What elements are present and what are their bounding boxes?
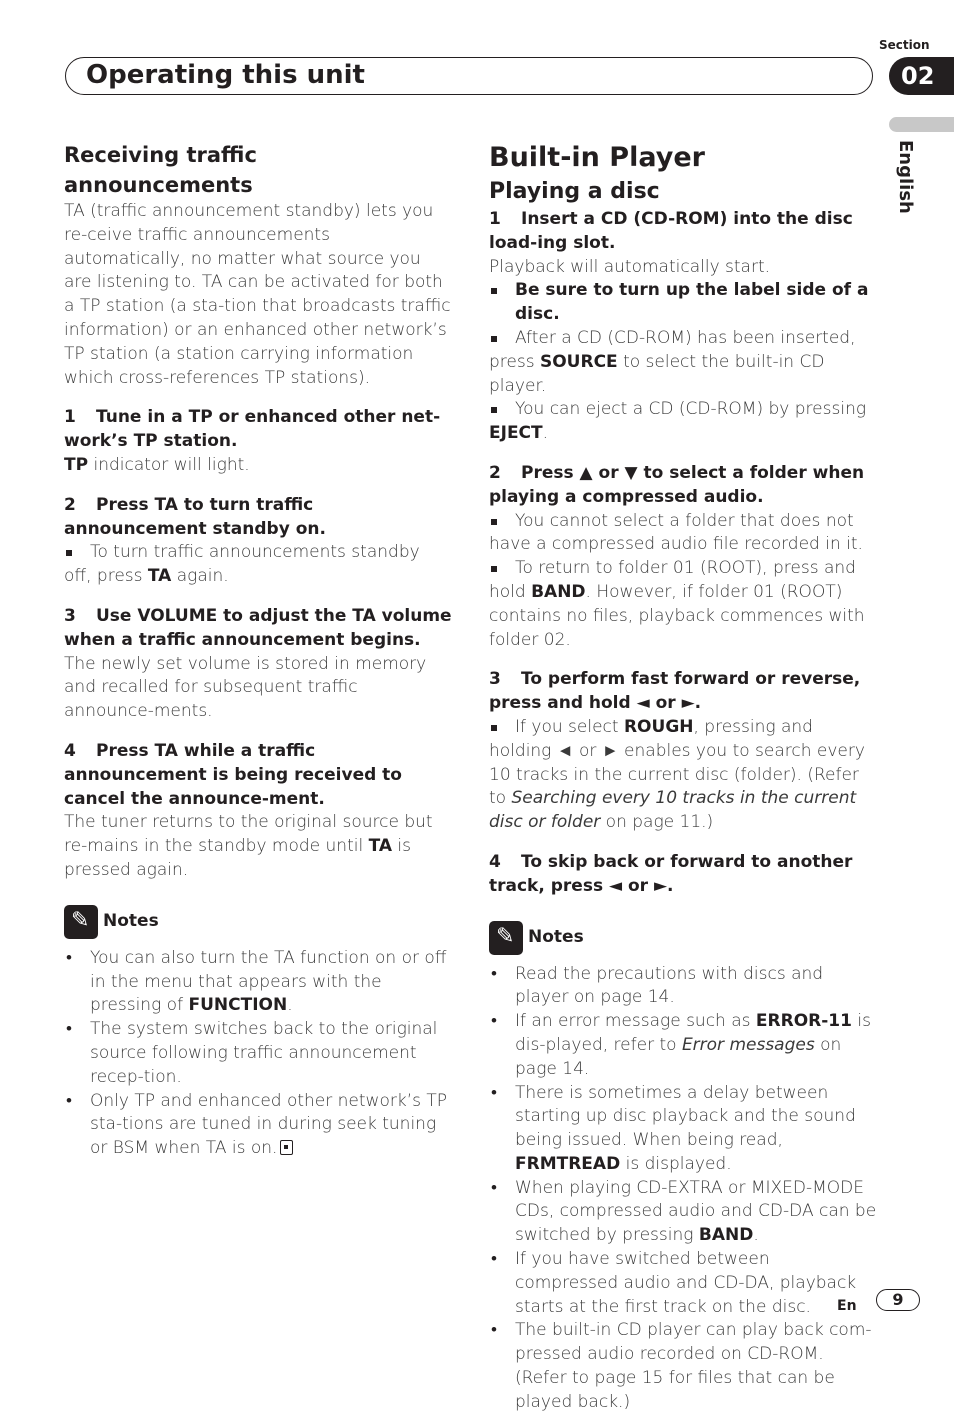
eject-label: EJECT [489, 423, 543, 444]
step-3-note [489, 716, 877, 835]
step-number: 3 [489, 669, 501, 690]
language-tab-label: English [895, 140, 916, 214]
note-text: If an error message such as [515, 1011, 756, 1032]
body-text: is pressed again. [64, 836, 412, 880]
step-1-body [64, 454, 452, 478]
notes-title: Notes [103, 910, 159, 931]
step-number: 2 [489, 462, 501, 483]
rough-label: ROUGH [623, 716, 694, 737]
frmtread-label: FRMTREAD [515, 1153, 621, 1174]
note-item [489, 1177, 877, 1248]
page-number: 9 [876, 1289, 920, 1311]
cross-reference: Error messages [681, 1034, 815, 1055]
note-text: Only TP and enhanced other network’s TP sta-tions are tuned in during seek tuning or BSM when TA is on. [90, 1090, 447, 1159]
cross-reference: Searching every 10 tracks in the current disc or folder [489, 788, 857, 833]
band-label: BAND [698, 1225, 754, 1246]
step-text: Press ▲ or ▼ to select a folder when playing a compressed audio. [489, 462, 865, 507]
band-label: BAND [531, 581, 586, 602]
end-of-section-icon [280, 1140, 293, 1155]
note-text: on page 14. [515, 1034, 842, 1079]
step-text: Press TA to turn traffic announcement standby on. [64, 494, 326, 539]
step-2-note [489, 557, 877, 652]
note-item: • Read the precautions with discs and player on page 14. [489, 963, 877, 1011]
note-text: You can also turn the TA function on or off in the menu that appears with the pressing of [90, 947, 447, 1016]
step-1-note [489, 398, 877, 446]
tp-label: TP [64, 454, 89, 475]
notes-header [489, 921, 877, 955]
step-3-body: The newly set volume is stored in memory and recalled for subsequent traffic announce-ments. [64, 653, 427, 722]
right-column [489, 140, 877, 1415]
step-4 [489, 851, 877, 899]
note-text: is displayed. [620, 1153, 732, 1174]
step-text: To skip back or forward to another track, press ◄ or ►. [489, 851, 853, 896]
body-text: The tuner returns to the original source but re-mains in the standby mode until [64, 812, 433, 857]
step-text: Press TA while a traffic announcement is being received to cancel the announce-ment. [64, 740, 402, 809]
left-column [64, 140, 452, 1161]
note-text: . [287, 995, 293, 1016]
page-title: Operating this unit [86, 60, 365, 90]
step-2 [64, 494, 452, 542]
step-1 [64, 406, 452, 454]
step-1-note [489, 327, 877, 398]
step-text: Insert a CD (CD-ROM) into the disc load-ing slot. [489, 209, 853, 253]
step-number: 3 [64, 605, 76, 626]
note-item [489, 1010, 877, 1081]
step-text: Tune in a TP or enhanced other net-work’s TP station. [64, 407, 441, 452]
ta-label: TA [147, 566, 172, 587]
step-2-note: You cannot select a folder that does not have a compressed audio file recorded in it. [489, 510, 877, 558]
step-4 [64, 740, 452, 811]
step-number: 2 [64, 494, 76, 515]
note-item [489, 1082, 877, 1177]
traffic-intro: TA (traffic announcement standby) lets you re-ceive traffic announcements automatically, no matter what source you are listening to. TA can be activated for both a TP station (a sta-tion that broadcasts traffic information) or an enhanced other network’s TP station (a station carrying information which cross-references TP stations). [64, 201, 451, 388]
header-bar [65, 57, 873, 95]
notes-title: Notes [528, 926, 584, 947]
ta-label: TA [368, 836, 393, 857]
step-1-body-text: indicator will light. [88, 454, 250, 475]
note-text: When playing CD-EXTRA or MIXED-MODE CDs, compressed audio and CD-DA can be switched by pressing [515, 1177, 877, 1246]
note-text: to select the built-in CD player. [489, 351, 825, 396]
note-item: • The system switches back to the original source following traffic announcement recep-tion. [64, 1018, 452, 1089]
note-text: To turn traffic announcements standby off, press [64, 542, 420, 587]
note-text: again. [171, 566, 229, 587]
playing-disc-subtitle: Playing a disc [489, 179, 660, 204]
note-text: . [542, 423, 549, 444]
note-item [64, 1090, 452, 1161]
note-text: If you select [515, 716, 624, 737]
step-3 [64, 605, 452, 653]
step-1 [489, 208, 877, 256]
error-label: ERROR-11 [755, 1011, 852, 1032]
step-1-note: Be sure to turn up the label side of a disc. [489, 279, 877, 327]
section-label: Section [879, 38, 930, 52]
pencil-note-icon [64, 905, 98, 939]
note-text: on page 11.) [600, 812, 714, 833]
note-item [64, 947, 452, 1018]
note-text: , pressing and holding ◄ or ► enables you to search every 10 tracks in the current disc (folder). (Refer to [489, 716, 865, 809]
language-tab-marker [889, 117, 954, 132]
traffic-heading: Receiving traffic announcements [64, 143, 257, 197]
step-4-body [64, 811, 452, 882]
note-item: • If you have switched between compressed audio and CD-DA, playback starts at the first track on the disc. [489, 1248, 877, 1319]
step-number: 4 [64, 740, 76, 761]
note-text: After a CD (CD-ROM) has been inserted, press [489, 327, 856, 372]
note-text: There is sometimes a delay between starting up disc playback and the sound being issued. When being read, [515, 1082, 856, 1151]
section-number-badge: 02 [889, 57, 954, 95]
pencil-note-icon [489, 921, 523, 955]
note-text: To return to folder 01 (ROOT), press and hold [489, 558, 856, 602]
source-label: SOURCE [539, 351, 618, 372]
step-text: Use VOLUME to adjust the TA volume when a traffic announcement begins. [64, 605, 452, 650]
step-number: 1 [489, 209, 501, 229]
note-text: is dis-played, refer to [515, 1011, 871, 1055]
notes-header [64, 905, 452, 939]
step-number: 4 [489, 851, 501, 872]
function-label: FUNCTION [188, 995, 288, 1016]
step-3 [489, 668, 877, 716]
built-in-player-title: Built-in Player [489, 142, 705, 173]
step-text: To perform fast forward or reverse, press and hold ◄ or ►. [489, 669, 861, 714]
note-text: . [753, 1225, 759, 1246]
note-text: . However, if folder 01 (ROOT) contains no files, playback commences with folder 02. [489, 581, 865, 650]
step-2 [489, 462, 877, 510]
step-2-note [64, 541, 452, 589]
step-1-body: Playback will automatically start. [489, 256, 771, 277]
note-item: • The built-in CD player can play back com-pressed audio recorded on CD-ROM. (Refer to page 15 for files that can be played back.) [489, 1319, 877, 1414]
step-number: 1 [64, 407, 76, 428]
footer-language: En [837, 1298, 857, 1314]
note-text: You can eject a CD (CD-ROM) by pressing [515, 399, 867, 420]
